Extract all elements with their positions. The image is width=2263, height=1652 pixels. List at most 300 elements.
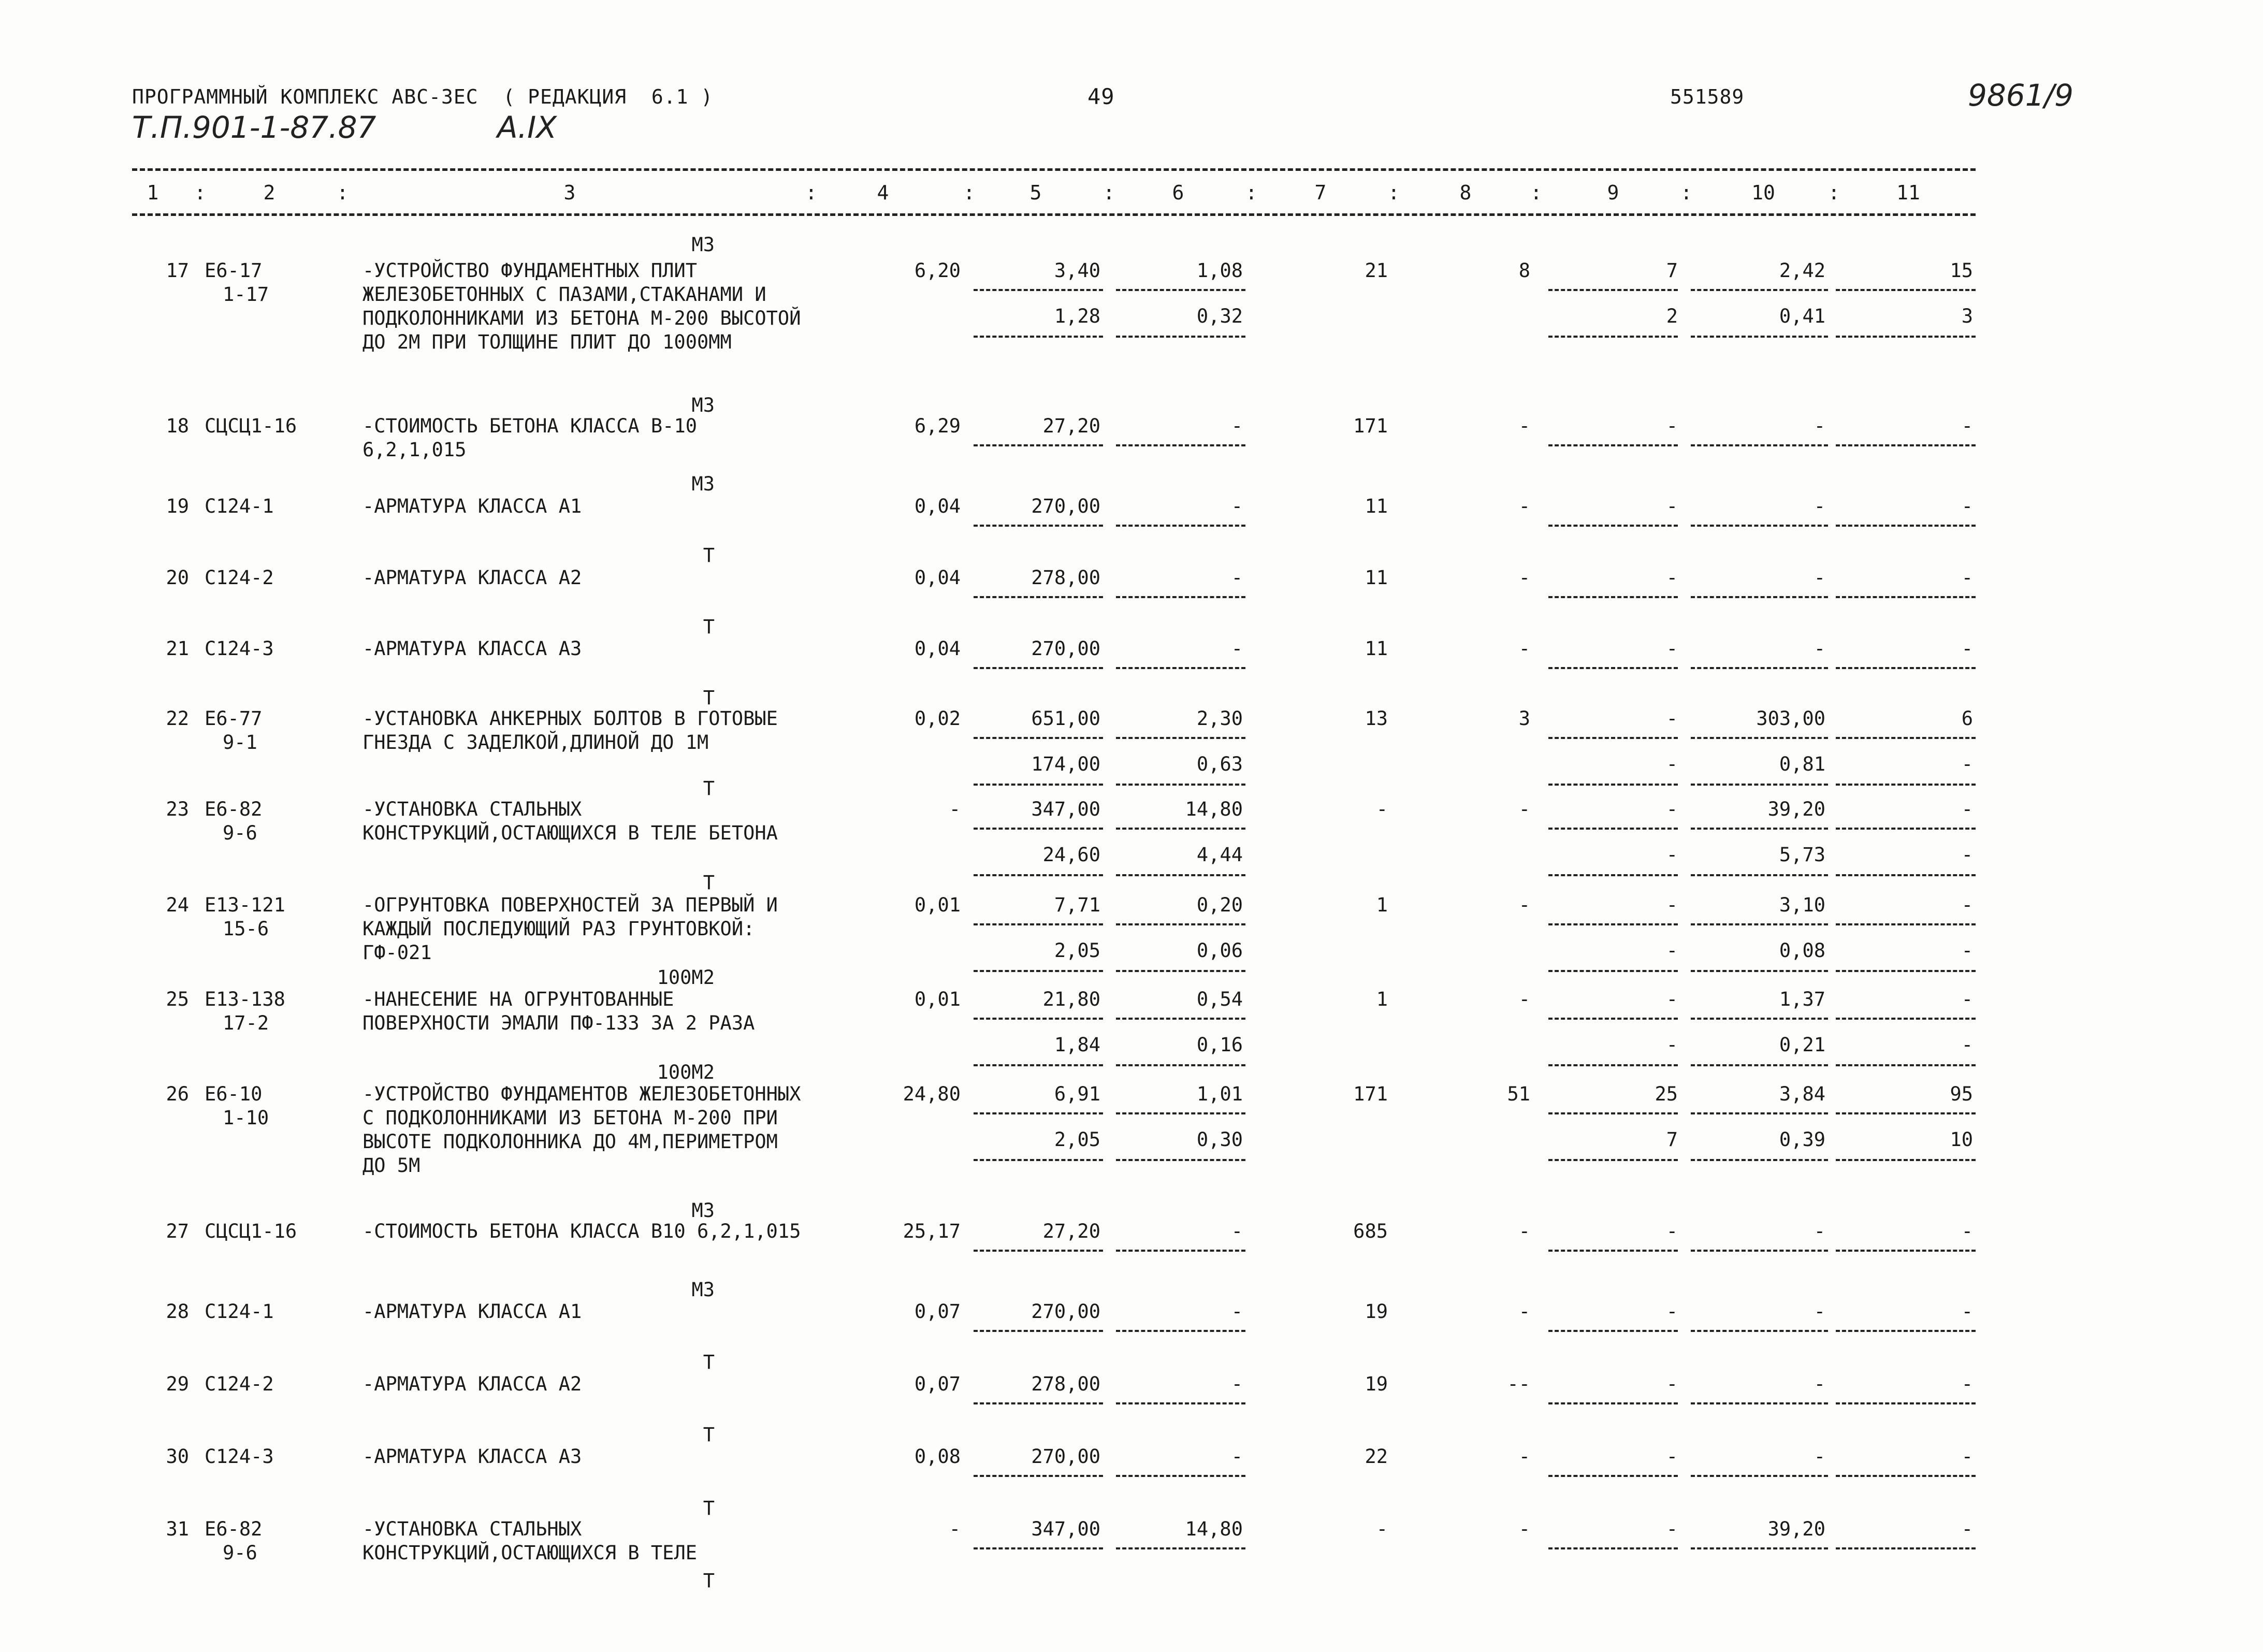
cell-c10: 39,20	[1767, 798, 1825, 820]
cell-c9b: -	[1666, 844, 1678, 866]
cell-c5: 21,80	[1042, 988, 1100, 1010]
row-description: -СТОИМОСТЬ БЕТОНА КЛАССА В10 6,2,1,015	[362, 1220, 801, 1242]
cell-c5b: 2,05	[1054, 1128, 1100, 1151]
cell-c9: -	[1666, 894, 1678, 916]
cell-c8: -	[1518, 1220, 1530, 1242]
page-number: 49	[1087, 84, 1115, 109]
cell-underline	[1548, 784, 1678, 786]
row-code: Е13-138	[205, 988, 285, 1010]
cell-c6: -	[1231, 567, 1243, 589]
cell-c5: 27,20	[1042, 1220, 1100, 1242]
unit-label: Т	[703, 1570, 715, 1592]
cell-underline	[1836, 667, 1976, 669]
row-code: С124-3	[205, 637, 274, 660]
cell-c11b: -	[1961, 844, 1973, 866]
cell-c7: 685	[1353, 1220, 1388, 1242]
row-code-sub: 9-1	[223, 731, 257, 753]
col-header-11: 11	[1896, 181, 1920, 204]
cell-c10: -	[1814, 1373, 1825, 1395]
row-code: Е13-121	[205, 894, 285, 916]
row-description: -АРМАТУРА КЛАССА А2	[362, 567, 582, 589]
cell-underline	[1548, 970, 1678, 972]
cell-c6: 14,80	[1185, 1518, 1243, 1540]
cell-underline	[974, 1112, 1103, 1114]
cell-underline	[1836, 1330, 1976, 1332]
row-number: 27	[166, 1220, 189, 1242]
cell-c8: -	[1518, 988, 1530, 1010]
cell-underline	[1691, 923, 1828, 925]
cell-c8: -	[1518, 1300, 1530, 1323]
cell-c7: 171	[1353, 415, 1388, 437]
col-header-3: 3	[563, 181, 576, 204]
cell-underline	[1836, 1064, 1976, 1066]
cell-c4: -	[949, 1518, 961, 1540]
cell-c9: -	[1666, 1220, 1678, 1242]
cell-c10: 39,20	[1767, 1518, 1825, 1540]
row-number: 21	[166, 637, 189, 660]
cell-c11: 95	[1950, 1083, 1973, 1105]
cell-underline	[974, 874, 1103, 876]
cell-underline	[1548, 525, 1678, 527]
row-description: -УСТАНОВКА СТАЛЬНЫХ КОНСТРУКЦИЙ,ОСТАЮЩИХСЯ В ТЕЛЕ	[362, 1518, 698, 1564]
document-code: 551589	[1670, 85, 1745, 108]
cell-underline	[1548, 1402, 1678, 1404]
row-description: -АРМАТУРА КЛАССА А3	[362, 637, 582, 660]
row-number: 22	[166, 707, 189, 730]
cell-underline	[1548, 874, 1678, 876]
cell-underline	[1116, 737, 1245, 739]
cell-c9b: -	[1666, 1034, 1678, 1056]
cell-c10: -	[1814, 1220, 1825, 1242]
cell-underline	[974, 1547, 1103, 1549]
cell-c5: 651,00	[1031, 707, 1100, 730]
cell-underline	[1116, 336, 1245, 338]
cell-underline	[1691, 525, 1828, 527]
row-number: 25	[166, 988, 189, 1010]
cell-underline	[1116, 525, 1245, 527]
cell-c9: -	[1666, 637, 1678, 660]
cell-c10: 2,42	[1779, 259, 1825, 282]
cell-c9: 7	[1666, 259, 1678, 282]
cell-c11: -	[1961, 1373, 1973, 1395]
row-code: Е6-82	[205, 1518, 263, 1540]
row-code: С124-1	[205, 1300, 274, 1323]
cell-underline	[974, 1018, 1103, 1020]
cell-underline	[1691, 667, 1828, 669]
cell-c9: -	[1666, 415, 1678, 437]
cell-c7: 13	[1365, 707, 1388, 730]
cell-c6b: 0,06	[1196, 939, 1243, 962]
unit-label: Т	[703, 1351, 715, 1373]
cell-underline	[1548, 1250, 1678, 1252]
header-rule-top	[132, 168, 1976, 171]
cell-c8: -	[1518, 1518, 1530, 1540]
stamp-number: 9861/9	[1968, 78, 2074, 113]
cell-underline	[1548, 1547, 1678, 1549]
cell-c10b: 0,81	[1779, 753, 1825, 775]
cell-underline	[1691, 1330, 1828, 1332]
row-code-sub: 15-6	[223, 918, 269, 940]
cell-c8: -	[1518, 894, 1530, 916]
cell-c11: -	[1961, 415, 1973, 437]
cell-c5b: 1,84	[1054, 1034, 1100, 1056]
row-code-sub: 1-10	[223, 1107, 269, 1129]
project-number: Т.П.901-1-87.87	[132, 110, 376, 145]
cell-c4: 0,02	[914, 707, 961, 730]
cell-underline	[1548, 923, 1678, 925]
row-code-sub: 9-6	[223, 1542, 257, 1564]
cell-underline	[1548, 1330, 1678, 1332]
cell-underline	[1548, 596, 1678, 598]
cell-c5: 27,20	[1042, 415, 1100, 437]
cell-c11: -	[1961, 567, 1973, 589]
unit-label: Т	[703, 1497, 715, 1519]
cell-c10: 3,84	[1779, 1083, 1825, 1105]
cell-c5b: 174,00	[1031, 753, 1100, 775]
cell-c11: -	[1961, 1300, 1973, 1323]
cell-c4: 0,08	[914, 1445, 961, 1468]
cell-c8: -	[1518, 415, 1530, 437]
cell-underline	[1548, 1064, 1678, 1066]
cell-c8: -	[1518, 798, 1530, 820]
cell-underline	[974, 596, 1103, 598]
cell-c11: -	[1961, 1518, 1973, 1540]
cell-c4: 0,04	[914, 567, 961, 589]
cell-underline	[1836, 970, 1976, 972]
cell-c9: -	[1666, 1300, 1678, 1323]
row-number: 29	[166, 1373, 189, 1395]
cell-underline	[1116, 1064, 1245, 1066]
cell-underline	[1116, 444, 1245, 446]
row-number: 17	[166, 259, 189, 282]
cell-underline	[1116, 828, 1245, 830]
cell-c6b: 0,32	[1196, 305, 1243, 327]
cell-c11: -	[1961, 1220, 1973, 1242]
cell-c10b: 0,41	[1779, 305, 1825, 327]
cell-c4: 0,01	[914, 988, 961, 1010]
cell-underline	[974, 1475, 1103, 1477]
cell-underline	[1836, 874, 1976, 876]
row-number: 24	[166, 894, 189, 916]
cell-c5: 347,00	[1031, 798, 1100, 820]
unit-label: М3	[691, 234, 715, 256]
cell-underline	[1691, 970, 1828, 972]
unit-label: Т	[703, 1424, 715, 1446]
cell-c9b: -	[1666, 939, 1678, 962]
row-number: 18	[166, 415, 189, 437]
row-code-sub: 17-2	[223, 1012, 269, 1034]
cell-c5: 6,91	[1054, 1083, 1100, 1105]
row-code: Е6-82	[205, 798, 263, 820]
col-header-9: 9	[1607, 181, 1619, 204]
cell-underline	[974, 923, 1103, 925]
row-number: 28	[166, 1300, 189, 1323]
cell-c9: -	[1666, 567, 1678, 589]
cell-underline	[1836, 1547, 1976, 1549]
cell-underline	[1116, 596, 1245, 598]
cell-c9: -	[1666, 707, 1678, 730]
unit-label: Т	[703, 872, 715, 894]
cell-underline	[974, 828, 1103, 830]
cell-underline	[974, 667, 1103, 669]
cell-underline	[1116, 1159, 1245, 1161]
unit-label: М3	[691, 1279, 715, 1301]
program-title: ПРОГРАММНЫЙ КОМПЛЕКС АВС-3ЕС ( РЕДАКЦИЯ 6.1 )	[132, 85, 714, 108]
cell-c4: 0,04	[914, 495, 961, 517]
row-code: С124-2	[205, 567, 274, 589]
cell-c10: -	[1814, 637, 1825, 660]
col-header-4: 4	[877, 181, 889, 204]
cell-underline	[1836, 1018, 1976, 1020]
col-header-8: 8	[1459, 181, 1472, 204]
cell-underline	[974, 1330, 1103, 1332]
cell-c8: -	[1518, 637, 1530, 660]
cell-c9: -	[1666, 1518, 1678, 1540]
cell-c10b: 5,73	[1779, 844, 1825, 866]
cell-c10: -	[1814, 1445, 1825, 1468]
cell-c4: 6,29	[914, 415, 961, 437]
cell-underline	[1691, 289, 1828, 291]
cell-c6: -	[1231, 637, 1243, 660]
cell-c11: 6	[1961, 707, 1973, 730]
cell-underline	[1691, 737, 1828, 739]
cell-underline	[1116, 1475, 1245, 1477]
unit-label: М3	[691, 1199, 715, 1222]
cell-c11b: 3	[1961, 305, 1973, 327]
cell-underline	[1548, 737, 1678, 739]
cell-underline	[1836, 596, 1976, 598]
cell-c7: 22	[1365, 1445, 1388, 1468]
cell-underline	[1116, 1250, 1245, 1252]
cell-c8: 3	[1518, 707, 1530, 730]
row-description: -АРМАТУРА КЛАССА А2	[362, 1373, 582, 1395]
cell-c7: 11	[1365, 567, 1388, 589]
cell-underline	[1548, 336, 1678, 338]
cell-underline	[1836, 336, 1976, 338]
cell-c5: 270,00	[1031, 637, 1100, 660]
row-code: С124-1	[205, 495, 274, 517]
cell-underline	[1691, 1159, 1828, 1161]
row-number: 23	[166, 798, 189, 820]
cell-c11: -	[1961, 495, 1973, 517]
cell-c10: 3,10	[1779, 894, 1825, 916]
cell-underline	[1116, 923, 1245, 925]
cell-c5: 270,00	[1031, 1445, 1100, 1468]
cell-c4: 0,01	[914, 894, 961, 916]
col-header-5: 5	[1029, 181, 1042, 204]
cell-c6: 0,20	[1196, 894, 1243, 916]
cell-c11b: -	[1961, 1034, 1973, 1056]
cell-c10: -	[1814, 567, 1825, 589]
cell-underline	[974, 1402, 1103, 1404]
cell-c6: 2,30	[1196, 707, 1243, 730]
row-code: С124-3	[205, 1445, 274, 1468]
cell-c8: -	[1518, 1445, 1530, 1468]
cell-underline	[1836, 289, 1976, 291]
cell-c6: 0,54	[1196, 988, 1243, 1010]
row-code: С124-2	[205, 1373, 274, 1395]
cell-c11: -	[1961, 894, 1973, 916]
cell-c7: 11	[1365, 637, 1388, 660]
cell-c7: -	[1376, 798, 1388, 820]
cell-underline	[974, 1250, 1103, 1252]
cell-underline	[1548, 667, 1678, 669]
cell-c6: 1,08	[1196, 259, 1243, 282]
row-code: Е6-17	[205, 259, 263, 282]
cell-underline	[1548, 289, 1678, 291]
cell-c7: 1	[1376, 894, 1388, 916]
unit-label: Т	[703, 616, 715, 638]
cell-underline	[1691, 1475, 1828, 1477]
cell-underline	[1836, 525, 1976, 527]
row-description: -СТОИМОСТЬ БЕТОНА КЛАССА В-10 6,2,1,015	[362, 415, 698, 461]
cell-c6: -	[1231, 415, 1243, 437]
cell-underline	[1836, 1112, 1976, 1114]
cell-c5: 3,40	[1054, 259, 1100, 282]
row-number: 26	[166, 1083, 189, 1105]
cell-underline	[1691, 1402, 1828, 1404]
cell-underline	[1836, 784, 1976, 786]
cell-c5: 347,00	[1031, 1518, 1100, 1540]
cell-c8: 51	[1507, 1083, 1530, 1105]
cell-underline	[1691, 1250, 1828, 1252]
cell-c10b: 0,08	[1779, 939, 1825, 962]
cell-underline	[1116, 874, 1245, 876]
unit-label: М3	[691, 473, 715, 495]
cell-c9: 25	[1655, 1083, 1678, 1105]
row-code: СЦСЦ1-16	[205, 415, 297, 437]
cell-c11: -	[1961, 1445, 1973, 1468]
cell-c10b: 0,39	[1779, 1128, 1825, 1151]
cell-c10: 1,37	[1779, 988, 1825, 1010]
cell-c10: -	[1814, 415, 1825, 437]
cell-c7: 171	[1353, 1083, 1388, 1105]
row-code-sub: 1-17	[223, 283, 269, 306]
cell-underline	[974, 336, 1103, 338]
cell-c5b: 2,05	[1054, 939, 1100, 962]
cell-c7: 21	[1365, 259, 1388, 282]
cell-c7: 1	[1376, 988, 1388, 1010]
cell-underline	[1691, 336, 1828, 338]
cell-c8: --	[1507, 1373, 1530, 1395]
cell-c6b: 0,16	[1196, 1034, 1243, 1056]
cell-c5: 7,71	[1054, 894, 1100, 916]
cell-c11b: 10	[1950, 1128, 1973, 1151]
cell-c5: 278,00	[1031, 567, 1100, 589]
cell-underline	[1691, 1112, 1828, 1114]
cell-c5: 270,00	[1031, 1300, 1100, 1323]
cell-underline	[974, 1064, 1103, 1066]
cell-c6: -	[1231, 495, 1243, 517]
cell-c9: -	[1666, 798, 1678, 820]
cell-c4: -	[949, 798, 961, 820]
cell-underline	[1116, 1547, 1245, 1549]
cell-c11: -	[1961, 637, 1973, 660]
cell-underline	[1548, 1112, 1678, 1114]
col-header-7: 7	[1314, 181, 1327, 204]
cell-c7: 11	[1365, 495, 1388, 517]
cell-underline	[1116, 1018, 1245, 1020]
unit-label: М3	[691, 394, 715, 416]
cell-underline	[1548, 1018, 1678, 1020]
cell-c9b: 2	[1666, 305, 1678, 327]
row-number: 19	[166, 495, 189, 517]
row-code: СЦСЦ1-16	[205, 1220, 297, 1242]
cell-c9b: 7	[1666, 1128, 1678, 1151]
cell-underline	[1836, 444, 1976, 446]
cell-c11: -	[1961, 798, 1973, 820]
row-code-sub: 9-6	[223, 822, 257, 844]
row-description: -АРМАТУРА КЛАССА А3	[362, 1445, 582, 1468]
cell-underline	[1116, 289, 1245, 291]
cell-underline	[1548, 444, 1678, 446]
cell-c7: 19	[1365, 1300, 1388, 1323]
header-rule-bottom	[132, 213, 1976, 216]
row-description: -ОГРУНТОВКА ПОВЕРХНОСТЕЙ ЗА ПЕРВЫЙ И КАЖДЫЙ ПОСЛЕДУЮЩИЙ РАЗ ГРУНТОВКОЙ: ГФ-021	[362, 894, 778, 964]
cell-c11: -	[1961, 988, 1973, 1010]
cell-underline	[1691, 1064, 1828, 1066]
row-number: 30	[166, 1445, 189, 1468]
cell-c4: 0,07	[914, 1300, 961, 1323]
row-description: -УСТРОЙСТВО ФУНДАМЕНТОВ ЖЕЛЕЗОБЕТОННЫХ С ПОДКОЛОННИКАМИ ИЗ БЕТОНА М-200 ПРИ ВЫСОТЕ ПОДКОЛОННИКА ДО 4М,ПЕРИМЕТРОМ ДО 5М	[362, 1083, 801, 1177]
col-header-6: 6	[1172, 181, 1184, 204]
cell-c5: 270,00	[1031, 495, 1100, 517]
cell-underline	[1691, 1547, 1828, 1549]
cell-underline	[1836, 1475, 1976, 1477]
row-description: -УСТАНОВКА АНКЕРНЫХ БОЛТОВ В ГОТОВЫЕ ГНЕЗДА С ЗАДЕЛКОЙ,ДЛИНОЙ ДО 1М	[362, 707, 778, 753]
cell-underline	[1691, 784, 1828, 786]
row-description: -АРМАТУРА КЛАССА А1	[362, 1300, 582, 1323]
cell-underline	[1836, 1402, 1976, 1404]
cell-underline	[1116, 1112, 1245, 1114]
col-header-10: 10	[1751, 181, 1775, 204]
cell-c9: -	[1666, 988, 1678, 1010]
cell-underline	[974, 444, 1103, 446]
cell-c8: 8	[1518, 259, 1530, 282]
cell-c11b: -	[1961, 939, 1973, 962]
cell-c4: 25,17	[903, 1220, 961, 1242]
cell-underline	[1116, 667, 1245, 669]
cell-c10b: 0,21	[1779, 1034, 1825, 1056]
cell-c9: -	[1666, 495, 1678, 517]
cell-underline	[974, 970, 1103, 972]
cell-underline	[1836, 828, 1976, 830]
cell-c10: -	[1814, 495, 1825, 517]
row-code: Е6-77	[205, 707, 263, 730]
row-description: -АРМАТУРА КЛАССА А1	[362, 495, 582, 517]
cell-c4: 24,80	[903, 1083, 961, 1105]
cell-underline	[1691, 1018, 1828, 1020]
cell-c6b: 0,63	[1196, 753, 1243, 775]
unit-label: 100М2	[657, 966, 715, 989]
cell-c4: 0,04	[914, 637, 961, 660]
cell-c9: -	[1666, 1373, 1678, 1395]
cell-c6: -	[1231, 1220, 1243, 1242]
cell-underline	[1548, 828, 1678, 830]
cell-underline	[1116, 1402, 1245, 1404]
row-description: -УСТАНОВКА СТАЛЬНЫХ КОНСТРУКЦИЙ,ОСТАЮЩИХСЯ В ТЕЛЕ БЕТОНА	[362, 798, 778, 844]
cell-c5: 278,00	[1031, 1373, 1100, 1395]
unit-label: Т	[703, 544, 715, 567]
cell-underline	[1116, 784, 1245, 786]
unit-label: 100М2	[657, 1061, 715, 1083]
row-number: 31	[166, 1518, 189, 1540]
cell-c6: 14,80	[1185, 798, 1243, 820]
cell-underline	[1836, 1159, 1976, 1161]
cell-underline	[1116, 1330, 1245, 1332]
cell-underline	[1691, 444, 1828, 446]
cell-underline	[1548, 1475, 1678, 1477]
